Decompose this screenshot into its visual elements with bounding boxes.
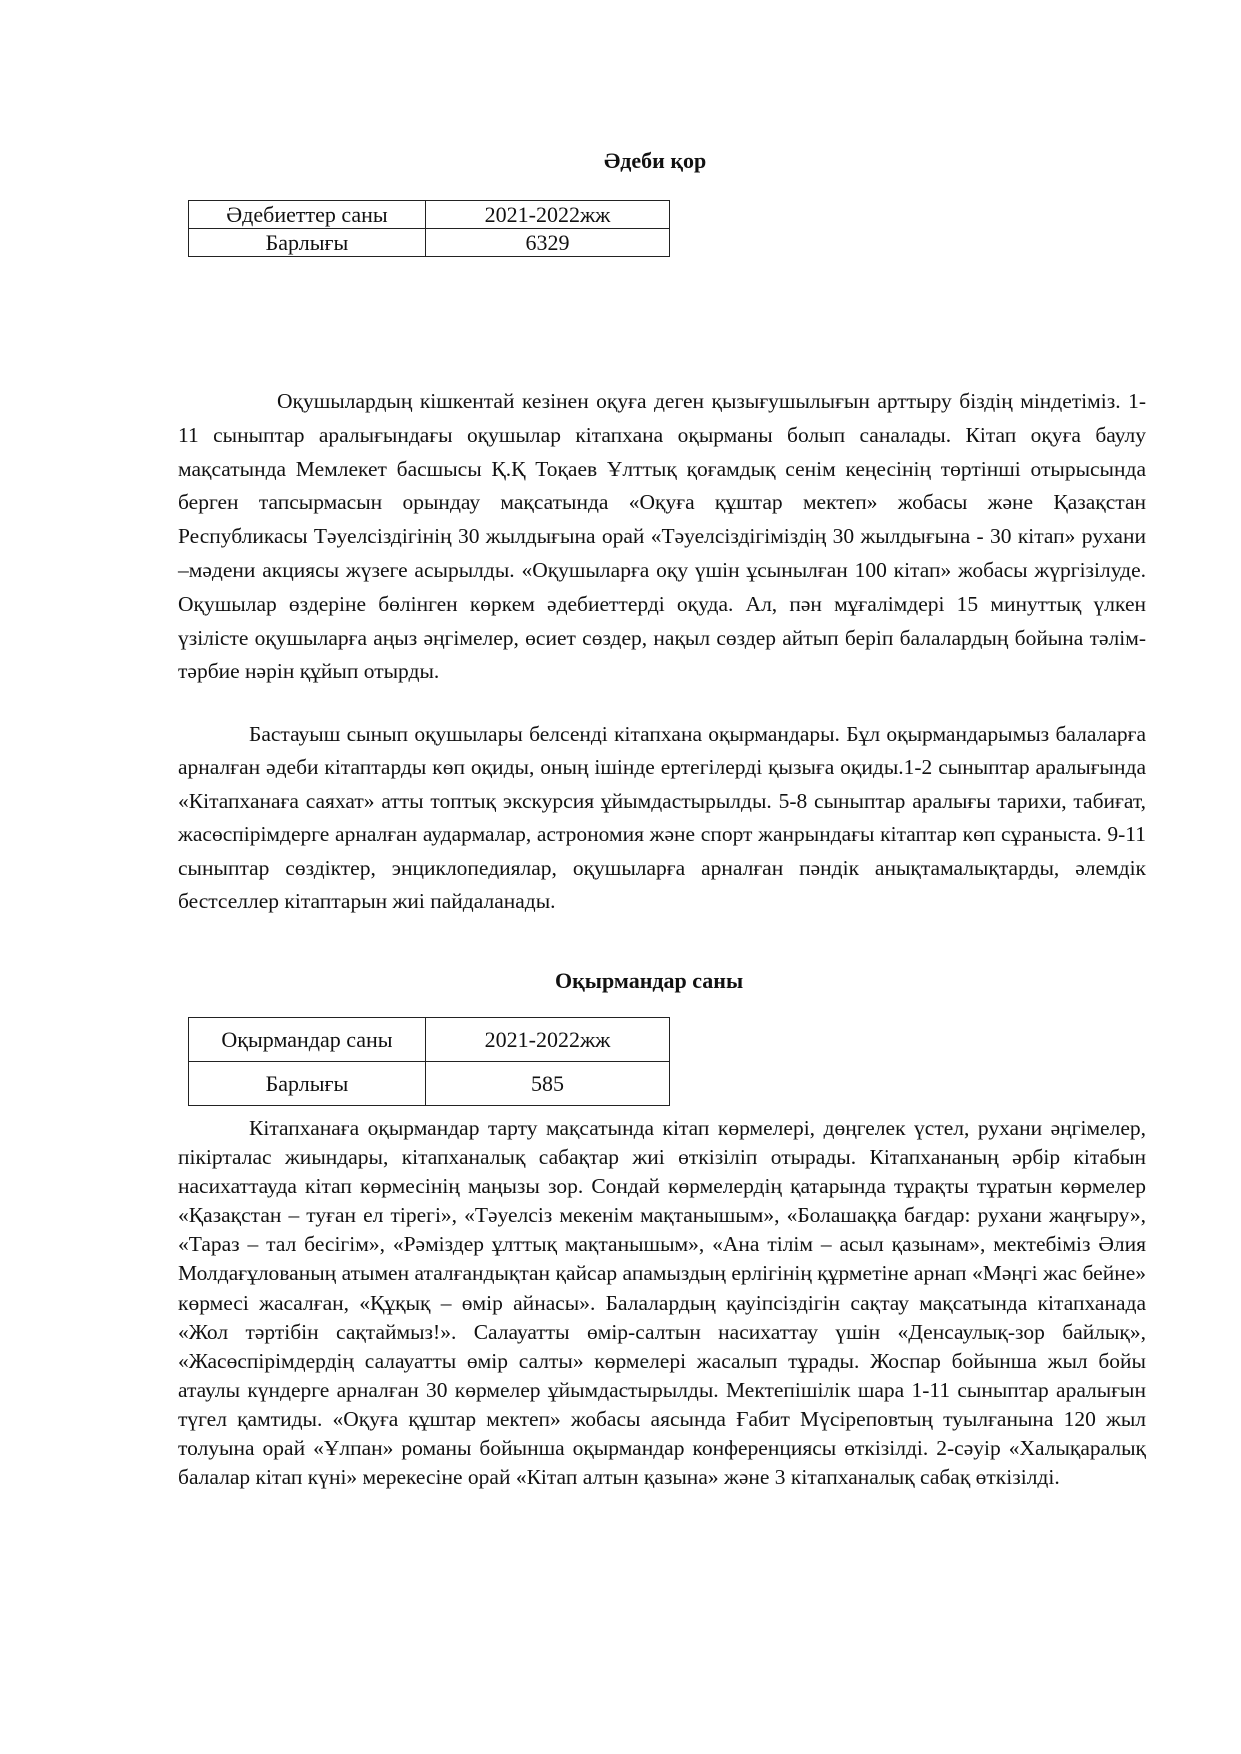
table-cell: 6329 [426, 229, 670, 257]
table-row [189, 229, 670, 257]
table-row [189, 1062, 670, 1106]
table-cell: Барлығы [189, 229, 426, 257]
table-cell: Барлығы [189, 1062, 426, 1106]
table-header-cell: Әдебиеттер саны [189, 201, 426, 229]
readers-count-table [188, 1017, 670, 1106]
readers-count-heading: Оқырмандар саны [555, 968, 744, 993]
table-row [189, 1018, 670, 1062]
table-row [189, 201, 670, 229]
table-cell: 585 [426, 1062, 670, 1106]
literary-fund-table [188, 200, 670, 257]
paragraph-primary-readers: Бастауыш сынып оқушылары белсенді кітапхана оқырмандары. Бұл оқырмандарымыз балаларға арналған әдеби кітаптарды көп оқиды, оның ішінде ертегілерді қызыға оқиды.1-2 сыныптар аралығында «Кітапханаға саяхат» атты топтық экскурсия ұйымдастырылды. 5-8 сыныптар аралығы тарихи, табиғат, жасөспірімдерге арналған аудармалар, астрономия және спорт жанрындағы кітаптар көп сұраныста. 9-11 сыныптар сөздіктер, энциклопедиялар, оқушыларға арналған пәндік анықтамалықтарды, әлемдік бестселлер кітаптарын жиі пайдаланады. [178, 722, 1146, 914]
literary-fund-heading: Әдеби қор [604, 148, 707, 173]
table-header-cell: Оқырмандар саны [189, 1018, 426, 1062]
table-header-cell: 2021-2022жж [426, 201, 670, 229]
paragraph-library-exhibitions: Кітапханаға оқырмандар тарту мақсатында кітап көрмелері, дөңгелек үстел, рухани әңгімелер, пікірталас жиындары, кітапханалық сабақтар жиі өткізіліп отырады. Кітапхананың әрбір кітабын насихаттауда кітап көрмесінің маңызы зор. Сондай көрмелердің қатарында тұрақты тұратын көрмелер «Қазақстан – туған ел тірегі», «Тәуелсіз мекенім мақтанышым», «Болашаққа бағдар: рухани жаңғыру», «Тараз – тал бесігім», «Рәміздер ұлттық мақтанышым», «Ана тілім – асыл қазынам», мектебіміз Әлия Молдағұлованың атымен аталғандықтан қайсар апамыздың ерлігінің құрметіне арнап «Мәңгі жас бейне» көрмесі жасалған, «Құқық – өмір айнасы». Балалардың қауіпсіздігін сақтау мақсатында кітапханада «Жол тәртібін сақтаймыз!». Салауатты өмір-салтын насихаттау үшін «Денсаулық-зор байлық», «Жасөспірімдердің салауатты өмір салты» көрмелері жасалып тұрады. Жоспар бойынша жыл бойы атаулы күндерге арналған 30 көрмелер ұйымдастырылды. Мектепішілік шара 1-11 сыныптар аралығын түгел қамтиды. «Оқуға құштар мектеп» жобасы аясында Ғабит Мүсіреповтың туылғанына 120 жыл толуына орай «Ұлпан» романы бойынша оқырмандар конференциясы өткізілді. 2-сәуір «Халықаралық балалар кітап күні» мерекесіне орай «Кітап алтын қазына» және 3 кітапханалық сабақ өткізілді. [178, 1116, 1146, 1490]
table-header-cell: 2021-2022жж [426, 1018, 670, 1062]
paragraph-reading-interest: Оқушылардың кішкентай кезінен оқуға деген қызығушылығын арттыру біздің міндетіміз. 1-11 сыныптар аралығындағы оқушылар кітапхана оқырманы болып саналады. Кітап оқуға баулу мақсатында Мемлекет басшысы Қ.Қ Тоқаев Ұлттық қоғамдық сенім кеңесінің төртінші отырысында берген тапсырмасын орындау мақсатында «Оқуға құштар мектеп» жобасы және Қазақстан Республикасы Тәуелсіздігінің 30 жылдығына орай «Тәуелсіздігіміздің 30 жылдығына - 30 кітап» рухани –мәдени акциясы жүзеге асырылды. «Оқушыларға оқу үшін ұсынылған 100 кітап» жобасы жүргізілуде. Оқушылар өздеріне бөлінген көркем әдебиеттерді оқуда. Ал, пән мұғалімдері 15 минуттық үлкен үзілісте оқушыларға аңыз әңгімелер, өсиет сөздер, нақыл сөздер айтып беріп балалардың бойына тәлім-тәрбие нәрін құйып отырды. [178, 389, 1146, 684]
